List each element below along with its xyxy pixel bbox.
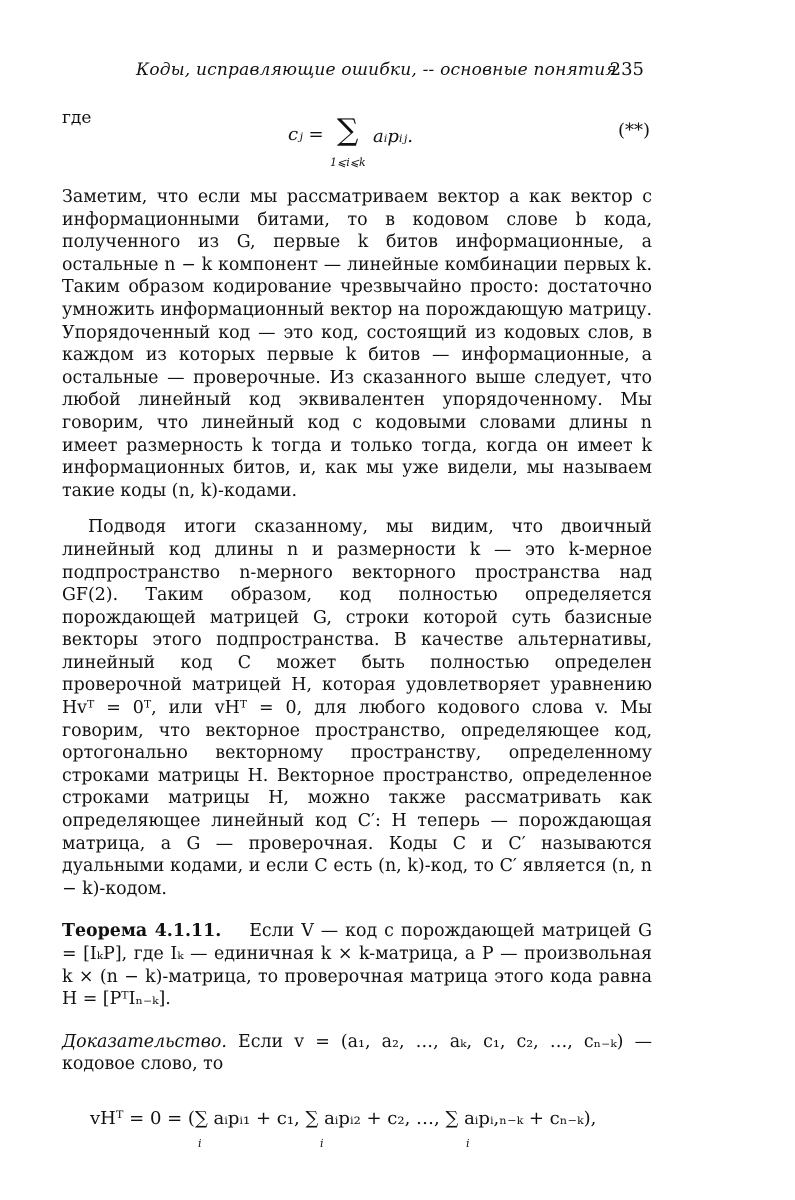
- theorem-label: Теорема 4.1.11.: [62, 921, 222, 942]
- sum-index-2: i: [320, 1136, 324, 1150]
- summation-sign: ∑: [337, 113, 359, 148]
- running-title: Коды, исправляющие ошибки, -- основные понятия: [136, 60, 617, 80]
- summation-limits: 1⩽i⩽k: [330, 156, 366, 169]
- formula-vht: [62, 1092, 652, 1162]
- page-number: 235: [609, 59, 644, 80]
- formula-lhs: cⱼ =: [288, 124, 324, 145]
- paragraph-1: Заметим, что если мы рассматриваем вектор a как вектор с информационными битами, то в кодовом слове b кода, полученного из G, первые k битов информационные, а остальные n − k компонент — линейные комбинации первых k. Таким образом кодирование чрезвычайно просто: достаточно умножить информационный вектор на порождающую матрицу. Упорядоченный код — это код, состоящий из кодовых слов, в каждом из которых первые k битов — информационные, а остальные — проверочные. Из сказанного выше следует, что любой линейный код эквивалентен упорядоченному. Мы говорим, что линейный код с кодовыми словами длины n имеет размерность k тогда и только тогда, когда он имеет k информационных битов, и, как мы уже видели, мы называем такие коды (n, k)-кодами.: [62, 187, 652, 501]
- sum-index-1: i: [198, 1136, 202, 1150]
- proof-text: Если v = (a₁, a₂, …, aₖ, c₁, c₂, …, cₙ₋ₖ) — кодовое слово, то: [62, 1031, 652, 1075]
- intro-word: где: [62, 108, 92, 128]
- page-header: [62, 58, 652, 92]
- formula-term: aᵢpᵢⱼ.: [373, 126, 413, 147]
- formula-vht-text: vHᵀ = 0 = (∑ aᵢpᵢ₁ + c₁, ∑ aᵢpᵢ₂ + c₂, …, ∑ aᵢpᵢ,ₙ₋ₖ + cₙ₋ₖ),: [90, 1107, 597, 1129]
- proof: [62, 1031, 652, 1076]
- theorem-text: Если V — код с порождающей матрицей G = [IₖP], где Iₖ — единичная k × k-матрица, а P — произвольная k × (n − k)-матрица, то проверочная матрица этого кода равна H = [PᵀIₙ₋ₖ].: [62, 921, 652, 1010]
- theorem: [62, 920, 652, 1010]
- paragraph-2: Подводя итоги сказанному, мы видим, что двоичный линейный код длины n и размерности k — это k-мерное подпространство n-мерного векторного пространства над GF(2). Таким образом, код полностью определяется порождающей матрицей G, строки которой суть базисные векторы этого подпространства. В качестве альтернативы, линейный код C может быть полностью определен проверочной матрицей H, которая удовлетворяет уравнению Hvᵀ = 0ᵀ, или vHᵀ = 0, для любого кодового слова v. Мы говорим, что векторное пространство, определяющее код, ортогонально векторному пространству, определенному строками матрицы H. Векторное пространство, определенное строками матрицы H, можно также рассматривать как определяющее линейный код C′: H теперь — порождающая матрица, а G — проверочная. Коды C и C′ называются дуальными кодами, и если C есть (n, k)-код, то C′ является (n, n − k)-кодом.: [62, 517, 652, 899]
- sum-index-3: i: [466, 1136, 470, 1150]
- equation-tag: (**): [617, 120, 650, 141]
- book-page: [62, 58, 652, 1162]
- proof-label: Доказательство.: [62, 1031, 227, 1052]
